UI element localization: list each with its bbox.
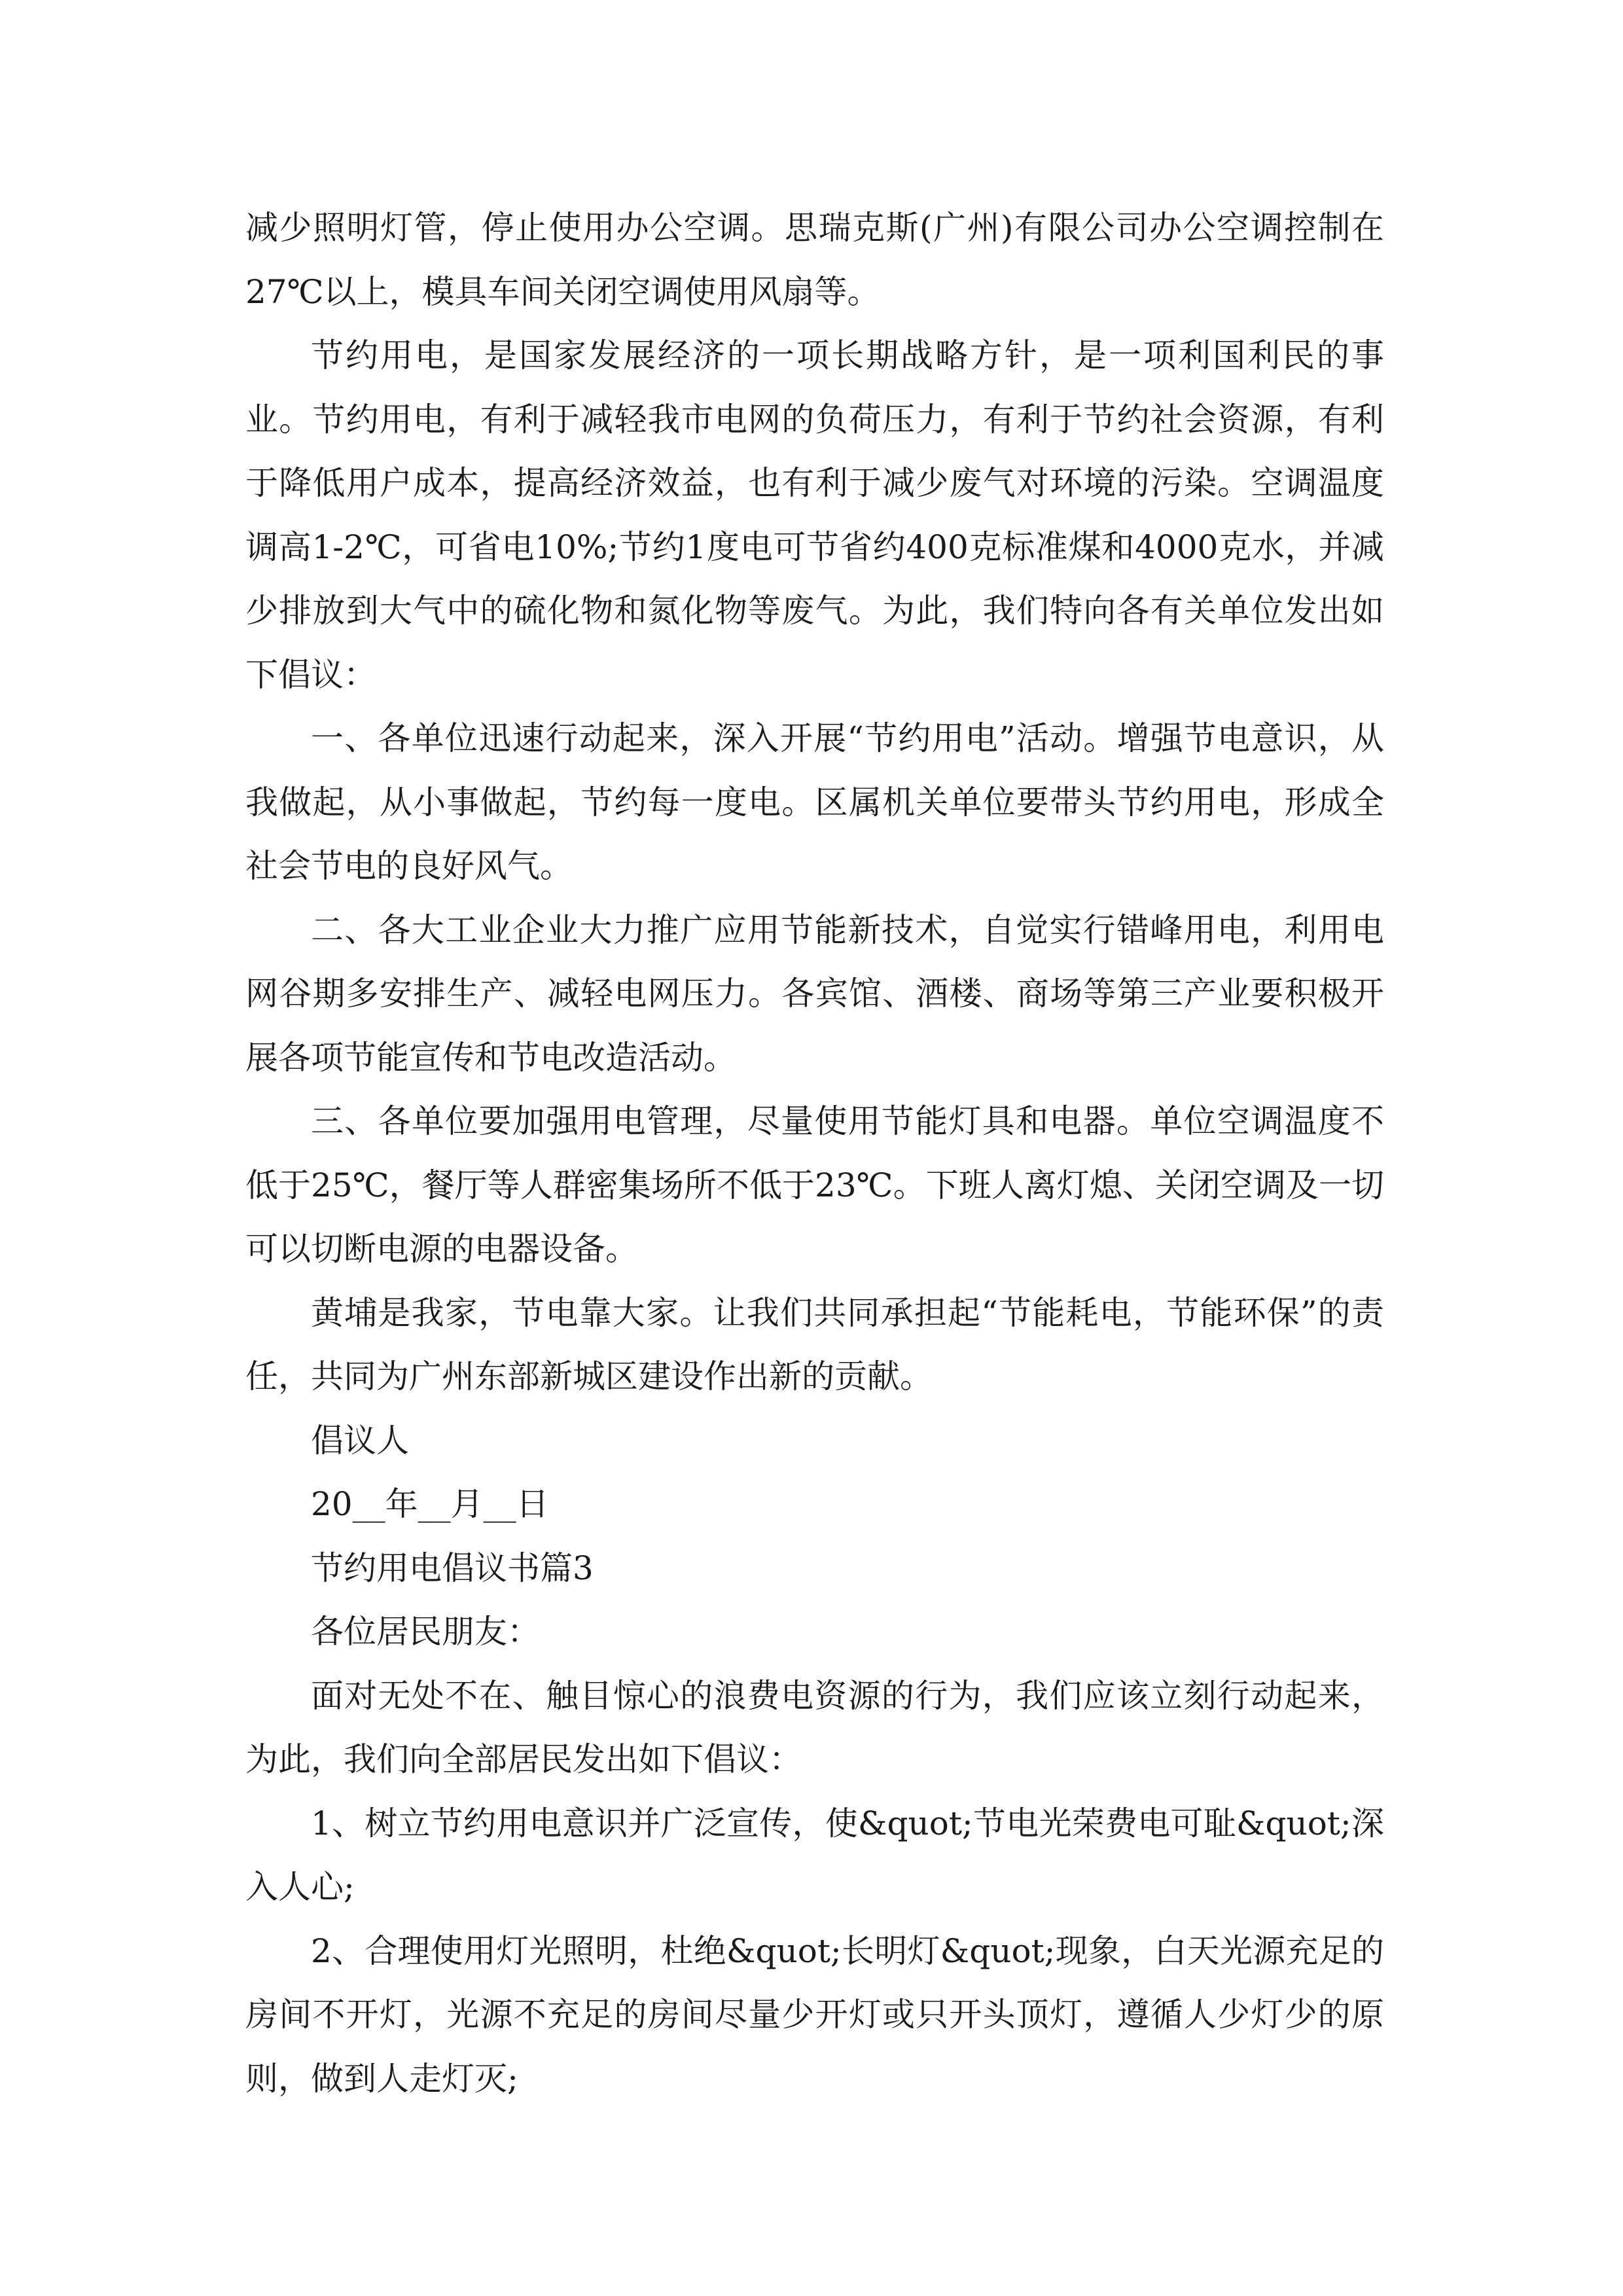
paragraph-proposal-3: 三、各单位要加强用电管理，尽量使用节能灯具和电器。单位空调温度不低于25℃，餐厅等人群密集场所不低于23℃。下班人离灯熄、关闭空调及一切可以切断电源的电器设备。 [245,1102,1384,1268]
paragraph-proposal-1: 一、各单位迅速行动起来，深入开展“节约用电”活动。增强节电意识，从我做起，从小事做起，节约每一度电。区属机关单位要带头节约用电，形成全社会节电的良好风气。 [245,719,1384,885]
date-line: 20__年__月__日 [311,1485,549,1523]
paragraph-call-to-action: 面对无处不在、触目惊心的浪费电资源的行为，我们应该立刻行动起来，为此，我们向全部居民发出如下倡议： [245,1676,1384,1778]
salutation: 各位居民朋友： [311,1613,540,1651]
list-item-1: 1、树立节约用电意识并广泛宣传，使&quot;节电光荣费电可耻&quot;深入人心; [245,1804,1384,1906]
document-body [245,196,1384,2111]
paragraph-continuation: 减少照明灯管，停止使用办公空调。思瑞克斯(广州)有限公司办公空调控制在27℃以上，模具车间关闭空调使用风扇等。 [245,209,1384,311]
section-title: 节约用电倡议书篇3 [311,1549,594,1587]
paragraph-intro: 节约用电，是国家发展经济的一项长期战略方针，是一项利国利民的事业。节约用电，有利于减轻我市电网的负荷压力，有利于节约社会资源，有利于降低用户成本，提高经济效益，也有利于减少废气对环境的污染。空调温度调高1-2℃，可省电10%;节约1度电可节省约400克标准煤和4000克水，并减少排放到大气中的硫化物和氮化物等废气。为此，我们特向各有关单位发出如下倡议： [245,336,1384,694]
signature-label: 倡议人 [311,1421,409,1460]
paragraph-proposal-2: 二、各大工业企业大力推广应用节能新技术，自觉实行错峰用电，利用电网谷期多安排生产、减轻电网压力。各宾馆、酒楼、商场等第三产业要积极开展各项节能宣传和节电改造活动。 [245,910,1384,1077]
list-item-2: 2、合理使用灯光照明，杜绝&quot;长明灯&quot;现象，白天光源充足的房间不开灯，光源不充足的房间尽量少开灯或只开头顶灯，遵循人少灯少的原则，做到人走灯灭; [245,1931,1384,2098]
paragraph-closing: 黄埔是我家，节电靠大家。让我们共同承担起“节能耗电，节能环保”的责任，共同为广州东部新城区建设作出新的贡献。 [245,1293,1384,1395]
